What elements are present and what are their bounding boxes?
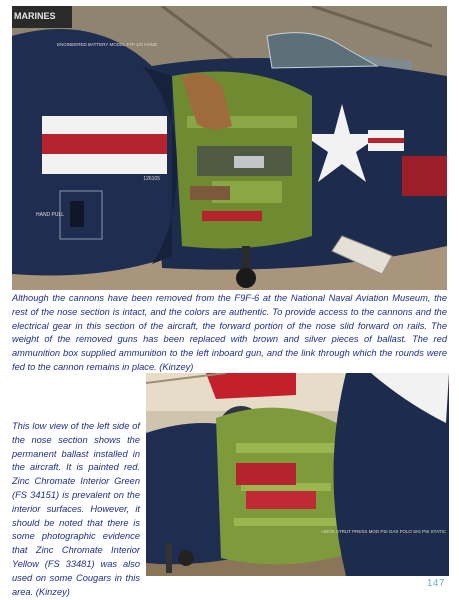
hand-pull-stencil: HAND PULL <box>36 212 65 218</box>
page-number: 147 <box>426 578 445 589</box>
photo-f9f6-nose-open <box>12 6 447 290</box>
panel-stencil: HOOK STRUT PRESS MOD PSI GAS FOLO SIG PSI STATIC <box>321 529 446 534</box>
museum-sign: MARINES <box>14 11 56 21</box>
photo-nose-left-side-ballast <box>146 373 449 576</box>
caption-top: Although the cannons have been removed from the F9F-6 at the National Naval Aviation Museum, the rest of the nose section is intact, and the colors are authentic. To provide access to the cannons and the electrical gear in this section of the aircraft, the forward portion of the nose slid forward on rails. The weight of the removed guns has been replaced with brown and silver pieces of ballast. The red ammunition box supplied ammunition to the left inboard gun, and the link through which the rounds were fed to the cannon remains in place. (Kinzey) <box>12 293 447 372</box>
serial-stencil: 126105 <box>143 176 160 182</box>
warning-stencil: ENGINEERED BATTERY MODEL F7F-1/C HAND <box>56 42 158 47</box>
caption-bottom: This low view of the left side of the nose section shows the permanent ballast installed in the aircraft. It is painted red. Zinc Chromate Interior Green (FS 34151) is prevalent on the interior surfaces. However, it should be noted that there is some photographic evidence that Zinc Chromate Interior Yellow (FS 33481) was also used on some Cougars in this area. (Kinzey) <box>12 421 140 597</box>
